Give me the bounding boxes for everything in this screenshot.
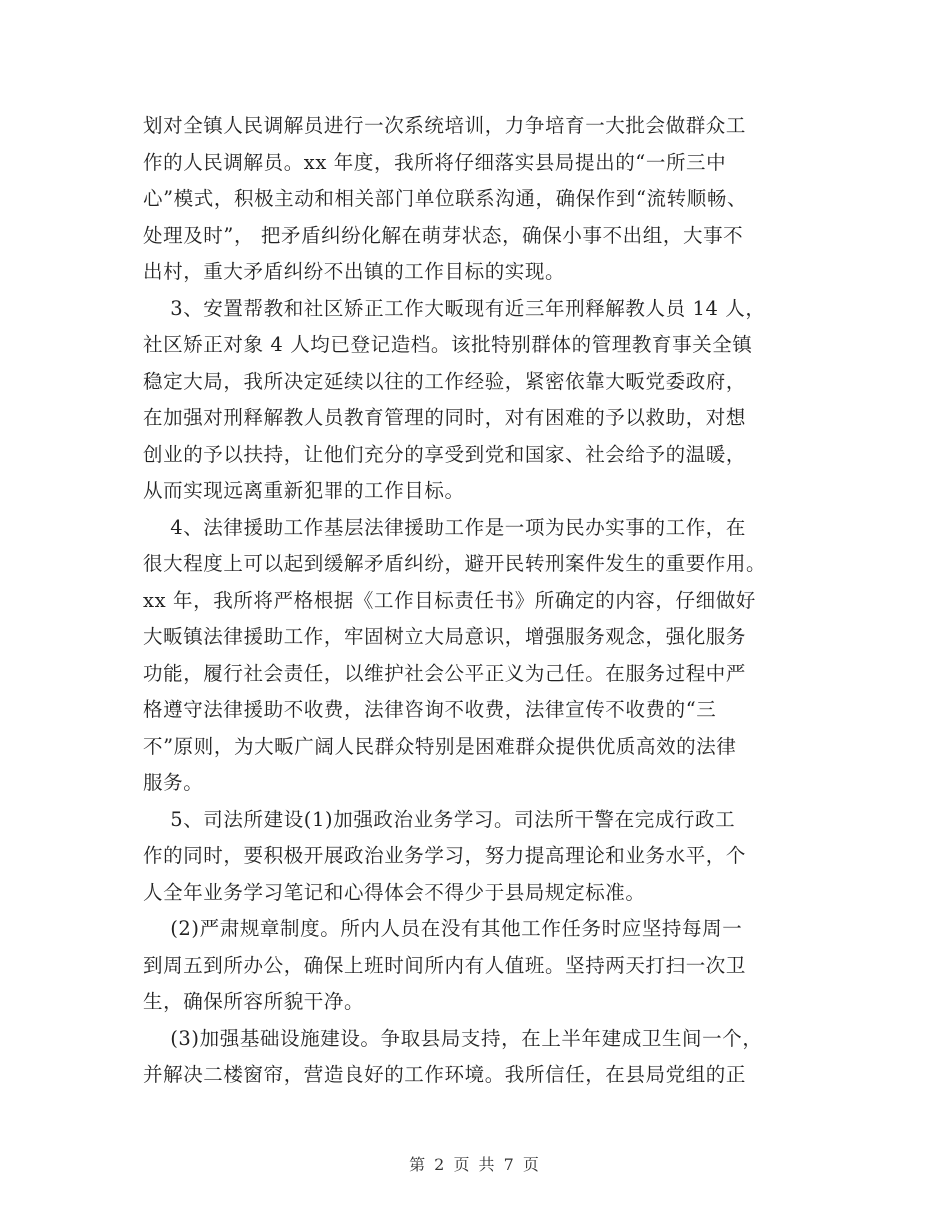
text-line: 社区矫正对象 4 人均已登记造档。该批特别群体的管理教育事关全镇 (143, 333, 753, 356)
text-line: 处理及时”， 把矛盾纠纷化解在萌芽状态，确保小事不出组，大事不 (143, 223, 744, 247)
text-line: xx 年，我所将严格根据《工作目标责任书》所确定的内容，仔细做好 (143, 588, 756, 612)
text-line: 在加强对刑释解教人员教育管理的同时，对有困难的予以救助，对想 (143, 406, 747, 429)
text-line: 3、安置帮教和社区矫正工作大畈现有近三年刑释解教人员 14 人， (143, 296, 766, 320)
page-footer: 第 2 页 共 7 页 (409, 1155, 541, 1174)
text-line: 5、司法所建设(1)加强政治业务学习。司法所干警在完成行政工 (143, 807, 736, 831)
text-line: 到周五到所办公，确保上班时间所内有人值班。坚持两天打扫一次卫 (143, 953, 747, 977)
text-line: 生，确保所容所貌干净。 (143, 990, 365, 1013)
text-line: 作的同时，要积极开展政治业务学习，努力提高理论和业务水平，个 (143, 844, 747, 867)
text-line: 很大程度上可以起到缓解矛盾纠纷，避开民转刑案件发生的重要作用。 (143, 552, 767, 575)
text-line: 并解决二楼窗帘，营造良好的工作环境。我所信任，在县局党组的正 (143, 1063, 747, 1086)
text-line: 服务。 (143, 771, 204, 794)
text-line: 稳定大局，我所决定延续以往的工作经验，紧密依靠大畈党委政府， (143, 369, 747, 393)
text-line: 从而实现远离重新犯罪的工作目标。 (143, 479, 465, 502)
text-line: 作的人民调解员。xx 年度，我所将仔细落实县局提出的“一所三中 (143, 150, 727, 174)
text-line: (2)严肃规章制度。所内人员在没有其他工作任务时应坚持每周一 (143, 917, 743, 940)
text-line: 出村，重大矛盾纠纷不出镇的工作目标的实现。 (143, 260, 566, 283)
document-body (143, 108, 813, 1094)
text-line: (3)加强基础设施建设。争取县局支持，在上半年建成卫生间一个， (143, 1026, 763, 1050)
text-line: 不”原则，为大畈广阔人民群众特别是困难群众提供优质高效的法律 (143, 734, 737, 758)
text-line: 心”模式，积极主动和相关部门单位联系沟通，确保作到“流转顺畅、 (143, 187, 748, 210)
text-line: 功能，履行社会责任，以维护社会公平正义为己任。在服务过程中严 (143, 661, 747, 685)
text-line: 创业的予以扶持，让他们充分的享受到党和国家、社会给予的温暖， (143, 442, 747, 466)
text-line: 划对全镇人民调解员进行一次系统培训，力争培育一大批会做群众工 (143, 114, 747, 137)
text-line: 4、法律援助工作基层法律援助工作是一项为民办实事的工作，在 (143, 515, 747, 539)
text-line: 人全年业务学习笔记和心得体会不得少于县局规定标准。 (143, 880, 646, 904)
text-line: 格遵守法律援助不收费，法律咨询不收费，法律宣传不收费的“三 (143, 698, 717, 721)
text-line: 大畈镇法律援助工作，牢固树立大局意识，增强服务观念，强化服务 (143, 625, 747, 648)
